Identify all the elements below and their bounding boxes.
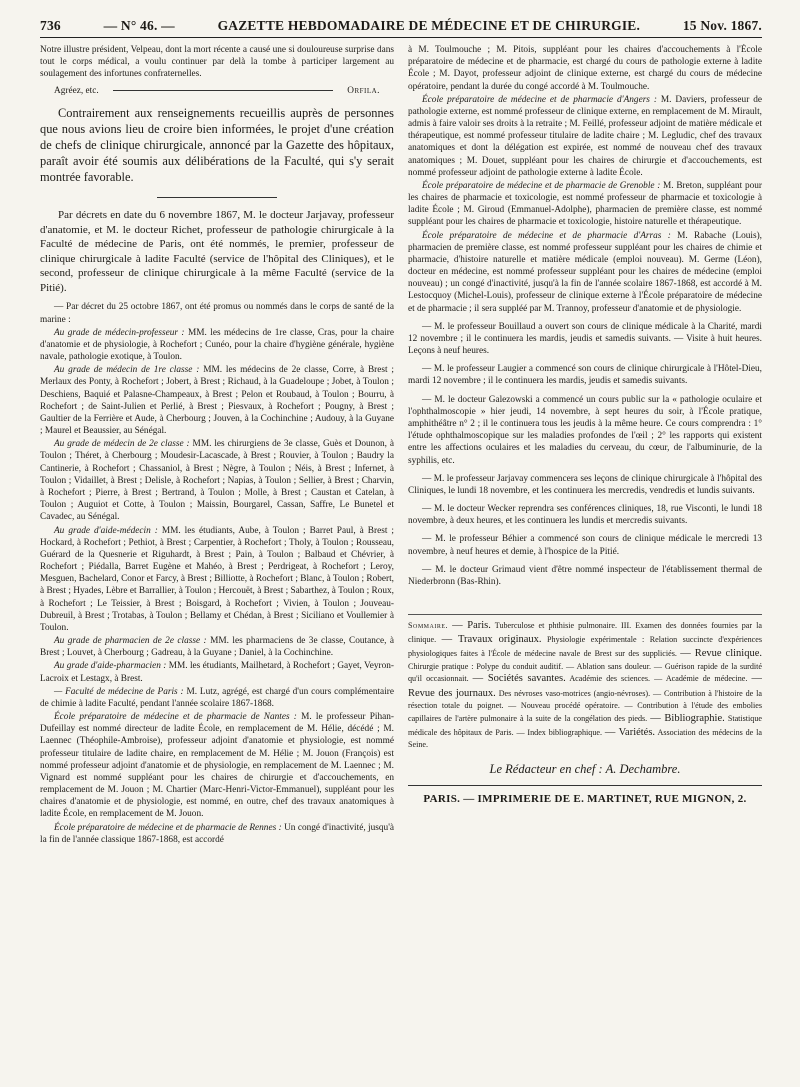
decrees-paragraph: Par décrets en date du 6 novembre 1867, M. le docteur Jarjavay, professeur d'anatomie, et M. le docteur Richet, professeur de pathologie chirurgicale à la Faculté de médecine de Paris, ont été nommés, le premier, professeur de clinique chirurgicale à ladite Faculté (service de l'hôpital des Cliniques), et le second, professeur de clinique chirurgicale à la même Faculté (service de la Pitié).: [40, 209, 394, 294]
jarjavay-notice: — M. le professeur Jarjavay commencera ses leçons de clinique chirurgicale à l'hôpital des Cliniques, le lundi 18 novembre, et les continuera les mercredis, vendredis et lundis suivants.: [408, 473, 762, 496]
signature-rule: [113, 90, 334, 91]
section-label: École préparatoire de médecine et de pharmacie d'Angers :: [422, 94, 657, 105]
laugier-notice: — M. le professeur Laugier a commencé son cours de clinique chirurgicale à l'Hôtel-Dieu, mardi 12 novembre ; il le continuera les mardis, jeudis et samedis suivants.: [408, 364, 762, 387]
redacteur-line: Le Rédacteur en chef : A. Dechambre.: [489, 762, 681, 777]
wecker-notice: — M. le docteur Wecker reprendra ses conférences cliniques, 18, rue Visconti, le lundi 18 novembre, à deux heures, et les continuera les lundis et mercredis suivants.: [408, 504, 762, 527]
ecole-nantes-paragraph: École préparatoire de médecine et de pharmacie de Nantes : M. le professeur Pihan-Dufeillay est nommé directeur de ladite École, en remplacement de M. Hélie, décédé ; M. Laennec (Théophile-Ambroise), professeur adjoint d'anatomie et physiologie, est nommé professeur titulaire de ladite chaire, en remplacement de M. Hélie ; M. Jouon (François) est nommé professeur adjoint d'anatomie et de physiologie, en remplacement de M. Laennec ; M. Vignard est nommé suppléant pour les chaires de chirurgie et d'accouchements, en remplacement de M. Jouon ; M. Chartier (Marc-Henri-Victor-Emmanuel), suppléant pour les chaires d'anatomie et de physiologie, est nommé, en outre, chef des travaux anatomiques à ladite École, en remplacement de M. Jouon.: [40, 712, 394, 820]
sommaire-revue-clinique: — Revue clinique.: [680, 648, 762, 660]
ecole-angers-paragraph: École préparatoire de médecine et de pharmacie d'Angers : M. Daviers, professeur de pathologie externe, est nommé professeur de clinique externe, en remplacement de M. Mirault, admis à faire valoir ses droits à la retraite ; M. Feillé, professeur adjoint de matière médicale et thérapeutique, est nommé professeur titulaire de ladite chaire ; M. Legludic, chef des travaux anatomiques et dont la délégation est expirée, est nommé de nouveau chef des travaux anatomiques ; M. Douet, suppléant pour les chaires de chirurgie et d'accouchements, est nommé professeur adjoint de pathologie externe à ladite École.: [408, 94, 762, 178]
right-column: [408, 44, 762, 1066]
grade-label: Au grade de pharmacien de 2e classe :: [54, 636, 207, 647]
grade-label: Au grade d'aide-médecin :: [54, 525, 158, 536]
left-column: [40, 44, 394, 1066]
sommaire-travaux: — Travaux originaux.: [441, 634, 542, 646]
sommaire-societes: — Sociétés savantes.: [472, 673, 566, 685]
sommaire-varietes: — Variétés.: [604, 726, 656, 738]
section-label: École préparatoire de médecine et de pharmacie d'Arras :: [422, 230, 671, 241]
section-label: École préparatoire de médecine et de pharmacie de Rennes :: [54, 822, 282, 833]
grade-medecin-2e-classe: Au grade de médecin de 2e classe : MM. les chirurgiens de 3e classe, Guès et Dounon, à Toulon ; Théret, à Cherbourg ; Moudesir-Lacascade, à Brest ; Rouvier, à Toulon ; Baudry la Cantinerie, à Rochefort ; Chassaniol, à Brest ; Nègre, à Toulon ; Néis, à Brest ; Infernet, à Toulon ; Vidaillet, à Brest ; Delisle, à Rochefort ; Napias, à Toulon ; Sellier, à Brest ; Charvin, à Rochefort ; Pierre, à Brest ; Bertrand, à Toulon ; Molle, à Brest ; Caustan et Catelan, à Toulon ; Auguiot et Cotte, à Toulon ; Maissin, Bourgarel, Cassan, Saffre, Le Bunetel et Cavadec, au Sénégal.: [40, 439, 394, 523]
ecole-grenoble-paragraph: École préparatoire de médecine et de pharmacie de Grenoble : M. Breton, suppléant pour les chaires de pharmacie et toxicologie, est nommé professeur de pharmacie et toxicologie à ladite École ; M. Giroud (Emmanuel-Adolphe), pharmacien de première classe, est nommé suppléant pour les chaires de pharmacie et toxicologie, histoire naturelle et thérapeutique.: [408, 180, 762, 228]
journal-title: GAZETTE HEBDOMADAIRE DE MÉDECINE ET DE CHIRURGIE.: [217, 18, 641, 33]
page-header: [40, 18, 762, 38]
sommaire-box: Sommaire. — Paris. Tuberculose et phthisie pulmonaire. III. Examen des données fournies par la clinique. — Travaux originaux. Physiologie expérimentale : Relation succincte d'expériences physiologiques faites à l'École de médecine navale de Brest sur des suppliciés. — Revue clinique. Chirurgie pratique : Polype du conduit auditif. — Ablation sans douleur. — Guérison rapide de la surdité qu'il occasionnait. — Sociétés savantes. Académie des sciences. — Académie de médecine. — Revue des journaux. Des névroses vaso-motrices (angio-névroses). — Contribution à l'histoire de la résection totale du poignet. — Nouveau procédé opératoire. — Contribution à l'étude des embolies capillaires de l'artère pulmonaire à la suite de la congélation des pieds. — Bibliographie. Statistique médicale des hôpitaux de Paris. — Index bibliographique. — Variétés. Association des médecins de la Seine.: [408, 614, 762, 751]
section-label: École préparatoire de médecine et de pharmacie de Nantes :: [54, 712, 297, 723]
grade-medecin-professeur: Au grade de médecin-professeur : MM. les médecins de 1re classe, Cras, pour la chaire d'anatomie et de physiologie, à Rochefort ; Cunéo, pour la chaire d'hygiène générale, hygiène navale, pathologie exotique, à Toulon.: [40, 327, 394, 363]
grade-medecin-1re-classe: Au grade de médecin de 1re classe : MM. les médecins de 2e classe, Corre, à Brest ; Merlaux des Ponty, à Rochefort ; Jobert, à Brest ; Richaud, à la Guadeloupe ; Jobet, à Toulon ; Deschiens, Baquié et Palasne-Champeaux, à Brest ; Pelon et Roubaud, à Toulon ; Bourru, à Rochefort ; de Saint-Julien et Perlié, à Brest ; Piesvaux, à Rochefort ; Pougny, à Brest ; Gaultier de la Ferrière et Aude, à Cherbourg ; Jouven, à la Cochinchine ; Audouy, à la Guyane ; Maurel et Beaussier, au Sénégal.: [40, 365, 394, 437]
behier-notice: — M. le professeur Béhier a commencé son cours de clinique médicale le mercredi 13 novembre, à neuf heures et demie, à l'hospice de la Pitié.: [408, 534, 762, 557]
grade-aide-medecin: Au grade d'aide-médecin : MM. les étudiants, Aube, à Toulon ; Barret Paul, à Brest ; Hockard, à Rochefort ; Pethiot, à Brest ; Carpentier, à Rochefort ; Tholy, à Toulon ; Rousseau, Guérard de la Quesnerie et Riguhardt, à Brest ; Pain, à Toulon ; Balbaud et Chévrier, à Rochefort ; Piédalla, Barret Eugène et Mahéo, à Brest ; Perdrigeat, à Rochefort ; Leroy, Mesguen, Bachelard, Conor et Farcy, à Brest ; Billiotte, à Rochefort ; Blanc, à Toulon ; Robert, à Brest ; Hyades, Lèbre et Barrallier, à Toulon ; Hercouët, à Brest ; Sabarthez, à Toulon ; Roux, à Rochefort ; Le Teissier, à Brest ; Boisgard, à Rochefort ; Vivien, à Toulon ; Jouveau-Dubreuil, à Brest ; Trotabas, à Toulon ; Bellamy et Chédan, à Brest ; Siciliano et Voullemier à Toulon.: [40, 525, 394, 633]
sommaire-paris: — Paris.: [452, 620, 491, 632]
sommaire-revue-journaux: — Revue des journaux.: [408, 673, 762, 699]
rennes-continuation: à M. Toulmouche ; M. Pitois, suppléant pour les chaires d'accouchements à l'École préparatoire de médecine et de pharmacie, est chargé du cours de pathologie externe à ladite École ; M. Dayot, professeur adjoint de clinique externe, est chargé du cours de médecine opératoire, pendant la durée du congé accordé à M. Toulmouche.: [408, 45, 762, 92]
letter-signature: [40, 85, 394, 97]
grade-pharmacien-2e-classe: Au grade de pharmacien de 2e classe : MM. les pharmaciens de 3e classe, Coutance, à Brest ; Louvet, à Cherbourg ; Gadreau, à la Guyane ; Daniel, à la Cochinchine.: [40, 636, 394, 659]
chefs-clinique-paragraph: Contrairement aux renseignements recueillis auprès de personnes que nous avions lieu de croire bien informées, le projet d'une création de chefs de clinique chirurgicale, annoncé par la Gazette des hôpitaux, paraît avoir été soumis aux délibérations de la Faculté, qui s'y serait montrée favorable.: [40, 105, 394, 185]
printer-imprint: PARIS. — IMPRIMERIE DE E. MARTINET, RUE MIGNON, 2.: [408, 785, 762, 806]
gazette-page: [40, 18, 762, 1073]
grade-aide-pharmacien: Au grade d'aide-pharmacien : MM. les étudiants, Mailhetard, à Rochefort ; Gayet, Veyron-Lacroix et Lestagx, à Brest.: [40, 661, 394, 684]
grade-label: Au grade d'aide-pharmacien :: [54, 661, 167, 672]
page-number: 736: [40, 18, 61, 33]
ecole-rennes-paragraph: École préparatoire de médecine et de pharmacie de Rennes : Un congé d'inactivité, jusqu'à la fin de l'année classique 1867-1868, est accordé: [40, 822, 394, 845]
marine-decree-intro: — Par décret du 25 octobre 1867, ont été promus ou nommés dans le corps de santé de la marine :: [40, 302, 394, 325]
grade-label: Au grade de médecin de 2e classe :: [54, 439, 190, 450]
closing-text: Agréez, etc.: [54, 85, 99, 96]
section-label: École préparatoire de médecine et de pharmacie de Grenoble :: [422, 180, 661, 191]
velpeau-paragraph: Notre illustre président, Velpeau, dont la mort récente a causé une si douloureuse surprise dans tout le corps médical, a voulu continuer par delà la tombe à participer largement au soulagement des infortunes confraternelles.: [40, 45, 394, 80]
section-label: — Faculté de médecine de Paris :: [54, 686, 184, 697]
galezowski-notice: — M. le docteur Galezowski a commencé un cours public sur la « pathologie oculaire et l'ophthalmoscopie » hier jeudi, 14 novembre, à sept heures du soir, à l'École pratique, amphithéâtre n° 2 ; il le continuera tous les jeudis à la même heure. Ce cours comprendra : 1° l'étude ophthalmoscopique sur les maladies profondes de l'œil ; 2° les rapports qui existent entre les affections oculaires et les maladies du cerveau, du cœur, de l'albuminurie, de la syphilis, etc.: [408, 394, 762, 466]
signature-name: Orfila.: [347, 85, 380, 96]
section-separator: [157, 197, 277, 198]
faculte-paris-paragraph: — Faculté de médecine de Paris : M. Lutz, agrégé, est chargé d'un cours complémentaire de chimie à ladite Faculté, pendant l'année scolaire 1867-1868.: [40, 686, 394, 709]
sommaire-bibliographie: — Bibliographie.: [650, 712, 725, 724]
issue-number: — N° 46. —: [103, 18, 175, 33]
grade-label: Au grade de médecin-professeur :: [54, 327, 185, 338]
grimaud-notice: — M. le docteur Grimaud vient d'être nommé inspecteur de l'établissement thermal de Niederbronn (Bas-Rhin).: [408, 564, 762, 587]
ecole-arras-paragraph: École préparatoire de médecine et de pharmacie d'Arras : M. Rabache (Louis), pharmacien de première classe, est nommé professeur suppléant pour les chaires de chimie et pharmacie, d'histoire naturelle et matière médicale (emploi nouveau). M. Germe (Léon), docteur en médecine, est nommé professeur suppléant pour les chaires de médecine (emploi nouveau) ; un congé d'inactivité, jusqu'à la fin de l'année scolaire 1867-1868, est accordé à M. Lestocquoy (Michel-Louis), professeur de clinique externe à l'École préparatoire de médecine et de pharmacie ; il sera suppléé par M. Trannoy, professeur d'anatomie et de physiologie.: [408, 230, 762, 314]
sommaire-label: Sommaire.: [408, 621, 449, 631]
bouillaud-notice: — M. le professeur Bouillaud a ouvert son cours de clinique médicale à la Charité, mardi 12 novembre ; il le continuera les mardis, jeudis et samedis suivants. — Visite à huit heures. Leçons à neuf heures.: [408, 321, 762, 357]
issue-date: 15 Nov. 1867.: [682, 18, 762, 33]
grade-label: Au grade de médecin de 1re classe :: [54, 365, 200, 376]
